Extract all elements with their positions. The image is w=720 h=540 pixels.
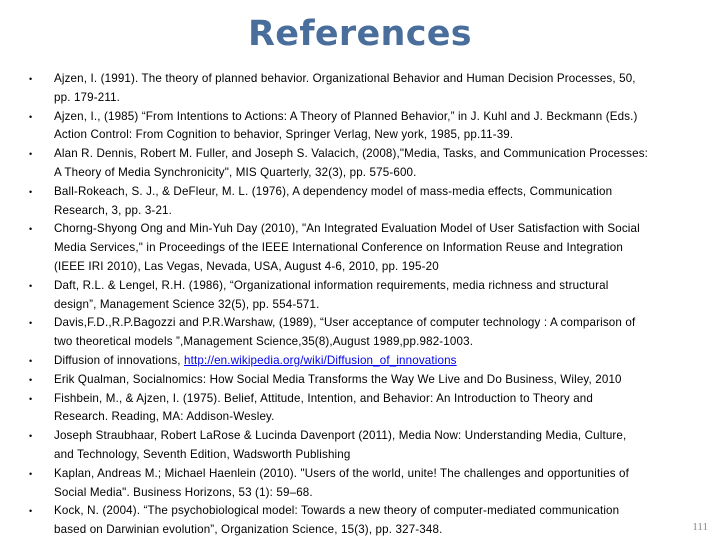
bullet-icon: • xyxy=(29,280,33,291)
reference-text-line: Fishbein, M., & Ajzen, I. (1975). Belief, Attitude, Intention, and Behavior: An Introduction to Theory and xyxy=(54,391,594,405)
reference-item xyxy=(29,427,689,465)
reference-text-line: Chorng-Shyong Ong and Min-Yuh Day (2010), "An Integrated Evaluation Model of User Satisfaction with Social xyxy=(54,222,640,236)
reference-text-line: two theoretical models ”,Management Science,35(8),August 1989,pp.982-1003. xyxy=(54,335,474,349)
reference-item xyxy=(29,277,689,315)
reference-item xyxy=(29,502,689,540)
reference-text-line: Media Services," in Proceedings of the IEEE International Conference on Information Reuse and Integration xyxy=(54,241,623,255)
reference-item xyxy=(29,352,689,371)
bullet-icon: • xyxy=(29,74,33,84)
reference-text-line: pp. 179-211. xyxy=(54,90,121,104)
reference-text-line: and Technology, Seventh Edition, Wadsworth Publishing xyxy=(54,447,351,461)
bullet-icon: • xyxy=(29,506,33,517)
reference-text-line: Davis,F.D.,R.P.Bagozzi and P.R.Warshaw, (1989), “User acceptance of computer technology : A comparison of xyxy=(54,316,636,330)
reference-item xyxy=(29,108,689,146)
reference-text-line: (IEEE IRI 2010), Las Vegas, Nevada, USA, August 4-6, 2010, pp. 195-20 xyxy=(54,259,439,273)
reference-text-line: A Theory of Media Synchronicity", MIS Quarterly, 32(3), pp. 575-600. xyxy=(54,165,417,179)
reference-text-line: design”, Management Science 32(5), pp. 554-571. xyxy=(54,297,320,311)
reference-item xyxy=(29,390,689,428)
bullet-icon: • xyxy=(29,318,33,329)
reference-item xyxy=(29,371,689,390)
reference-text-line: Ajzen, I., (1985) “From Intentions to Actions: A Theory of Planned Behavior,” in J. Kuhl and J. Beckmann (Eds.) xyxy=(54,109,638,123)
bullet-icon: • xyxy=(29,374,33,385)
reference-text-line: Social Media". Business Horizons, 53 (1): 59–68. xyxy=(54,485,313,499)
bullet-icon: • xyxy=(29,224,33,235)
bullet-icon: • xyxy=(29,393,33,404)
bullet-icon: • xyxy=(29,355,33,366)
reference-text-line: Daft, R.L. & Lengel, R.H. (1986), “Organizational information requirements, media richness and structural xyxy=(54,278,609,292)
reference-text-line: Research. Reading, MA: Addison-Wesley. xyxy=(54,410,275,424)
bullet-icon: • xyxy=(29,431,33,442)
bullet-icon: • xyxy=(29,111,33,122)
page-number: 111 xyxy=(692,521,708,533)
reference-prefix: Diffusion of innovations, xyxy=(54,353,185,367)
bullet-icon: • xyxy=(29,186,33,197)
reference-text-line: Research, 3, pp. 3-21. xyxy=(54,203,173,217)
reference-text-line: Ball-Rokeach, S. J., & DeFleur, M. L. (1976), A dependency model of mass-media effects, Communication xyxy=(54,184,613,198)
reference-item xyxy=(29,145,689,183)
reference-item xyxy=(29,70,689,108)
bullet-icon: • xyxy=(29,149,33,160)
slide-title: References xyxy=(248,14,472,54)
wikipedia-link[interactable]: http://en.wikipedia.org/wiki/Diffusion_of_innovations xyxy=(184,353,457,367)
reference-item xyxy=(29,465,689,503)
bullet-icon: • xyxy=(29,468,33,479)
reference-text-line: Kaplan, Andreas M.; Michael Haenlein (2010). "Users of the world, unite! The challenges and opportunities of xyxy=(54,466,629,480)
reference-text-line xyxy=(54,352,689,371)
reference-item xyxy=(29,220,689,276)
reference-item xyxy=(29,314,689,352)
reference-text-line: Alan R. Dennis, Robert M. Fuller, and Joseph S. Valacich, (2008),"Media, Tasks, and Communication Processes: xyxy=(54,147,649,161)
reference-text-line: Erik Qualman, Socialnomics: How Social Media Transforms the Way We Live and Do Business, Wiley, 2010 xyxy=(54,372,622,386)
reference-list xyxy=(29,70,689,540)
reference-item xyxy=(29,183,689,221)
reference-text-line: based on Darwinian evolution”, Organization Science, 15(3), pp. 327-348. xyxy=(54,523,443,537)
reference-text-line: Ajzen, I. (1991). The theory of planned behavior. Organizational Behavior and Human Decision Processes, 50, xyxy=(54,72,636,85)
reference-text-line: Kock, N. (2004). “The psychobiological model: Towards a new theory of computer-mediated communication xyxy=(54,504,620,518)
reference-text-line: Joseph Straubhaar, Robert LaRose & Lucinda Davenport (2011), Media Now: Understanding Media, Culture, xyxy=(54,429,627,443)
reference-text-line: Action Control: From Cognition to behavior, Springer Verlag, New york, 1985, pp.11-39. xyxy=(54,128,514,142)
